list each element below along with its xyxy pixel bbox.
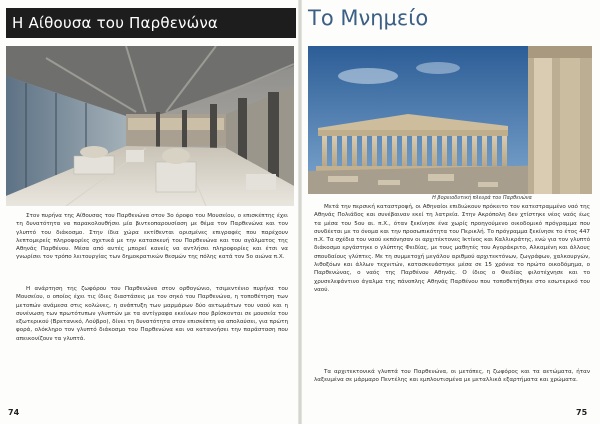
right-page-number: 75 bbox=[576, 408, 588, 417]
right-paragraph-2: Τα αρχιτεκτονικά γλυπτά του Παρθενώνα, οι μετόπες, η ζωφόρος και τα αετώματα, ήταν λαξευμένα σε μάρμαρο Πεντέλης και εμπλουτισμένα με μεταλλικά εξαρτήματα και χρώματα. bbox=[314, 369, 590, 384]
right-page-title: Το Μνημείο bbox=[308, 6, 429, 30]
left-paragraph-1: Στον πυρήνα της Αίθουσας του Παρθενώνα στον 3ο όροφο του Μουσείου, ο επισκέπτης έχει τη δυνατότητα να παρακολουθήσει μία βιντεοπαρουσίαση με θέμα τον Παρθενώνα και τον γλυπτό του διάκοσμο. Στην ίδια χώρα εκτίθενται ορισμένες επιγραφές που παρέχουν λεπτομερείς πληροφορίες σχετικά με την κατασκευή του Παρθενώνα και του αγάλματος της Αθηνάς Παρθένου. Μέσα από αυτές μπορεί κανείς να αντλήσει πληροφορίες και έτσι να γνωρίσει τον τρόπο λειτουργίας των δημοκρατικών θεσμών της πόλης κατά τον 5ο αιώνα π.Χ. bbox=[16, 213, 288, 261]
museum-hall-photo bbox=[6, 46, 294, 206]
left-title-bar bbox=[6, 8, 296, 38]
right-paragraph-1: Μετά την περσική καταστροφή, οι Αθηναίοι επιδιώκουν πρόκειτο τον κατεστραμμένο ναό της Αθηνάς Πολιάδος και συνέβαιναν εκεί τη λατρεία. Στην Ακρόπολη δεν χτίστηκε νέος ναός έως τα μέσα του 5ου αι. π.Χ., όταν ξεκίνησε ένα χωρίς προηγούμενο οικοδομικό πρόγραμμα που συνδέεται με το όνομα και την προσωπικότητα του Περικλή. Το πρόγραμμα ξεκίνησε το έτος 447 π.Χ. Τα σχέδια του ναού εκπόνησαν οι αρχιτέκτονες Ικτίνος και Καλλικράτης, ενώ για τον γλυπτό διάκοσμο εργάστηκε ο γλύπτης Φειδίας, με τους μαθητές του Αγοράκριτο, Αλκαμένη και άλλους σπουδαίους γλύπτες. Με τη συμμετοχή μεγάλου αριθμού αρχιτεκτόνων, ζωγράφων, χαλκουργών, λιθοξόων και άλλων τεχνιτών, κατασκευάστηκε μέσα σε 15 χρόνια το πρώτο οικοδόμημα, ο Παρθενώνας, ο ναός της Παρθένου Αθηνάς. Ο ίδιος ο Φειδίας φιλοτέχνησε και το χρυσελεφάντινο άγαλμα της πάνοπλης Αθηνάς Παρθένου που τοποθετήθηκε στο εσωτερικό του ναού. bbox=[314, 204, 590, 293]
photo-caption: Η βορειοδυτική πλευρά του Παρθενώνα bbox=[432, 195, 532, 201]
left-paragraph-2: Η ανάρτηση της ζωφόρου του Παρθενώνα στον ορθογώνιο, τσιμεντένιο πυρήνα του Μουσείου, ο οποίος έχει τις ίδιες διαστάσεις με τον σηκό του Παρθενώνα, η τοποθέτηση των μετοπών ανάμεσα στις κολώνες, η ανάπτυξη των μαρμάρων δύο αετωμάτων του ναού και η συνένωση των πρωτότυπων γλυπτών με τα αντίγραφα εκείνων που βρίσκονται σε μουσεία του εξωτερικού (Βρετανικό, Λούβρο), δίνει τη δυνατότητα στον επισκέπτη να απολαύσει, για πρώτη φορά, ολόκληρο τον γλυπτό διάκοσμο του Παρθενώνα και να κατανοήσει την παράσταση που απεικονίζουν τα γλυπτά. bbox=[16, 286, 288, 342]
left-page-title: Η Αίθουσα του Παρθενώνα bbox=[12, 14, 219, 32]
right-page bbox=[300, 0, 600, 424]
left-page-number: 74 bbox=[8, 408, 20, 417]
parthenon-photo bbox=[308, 46, 592, 194]
